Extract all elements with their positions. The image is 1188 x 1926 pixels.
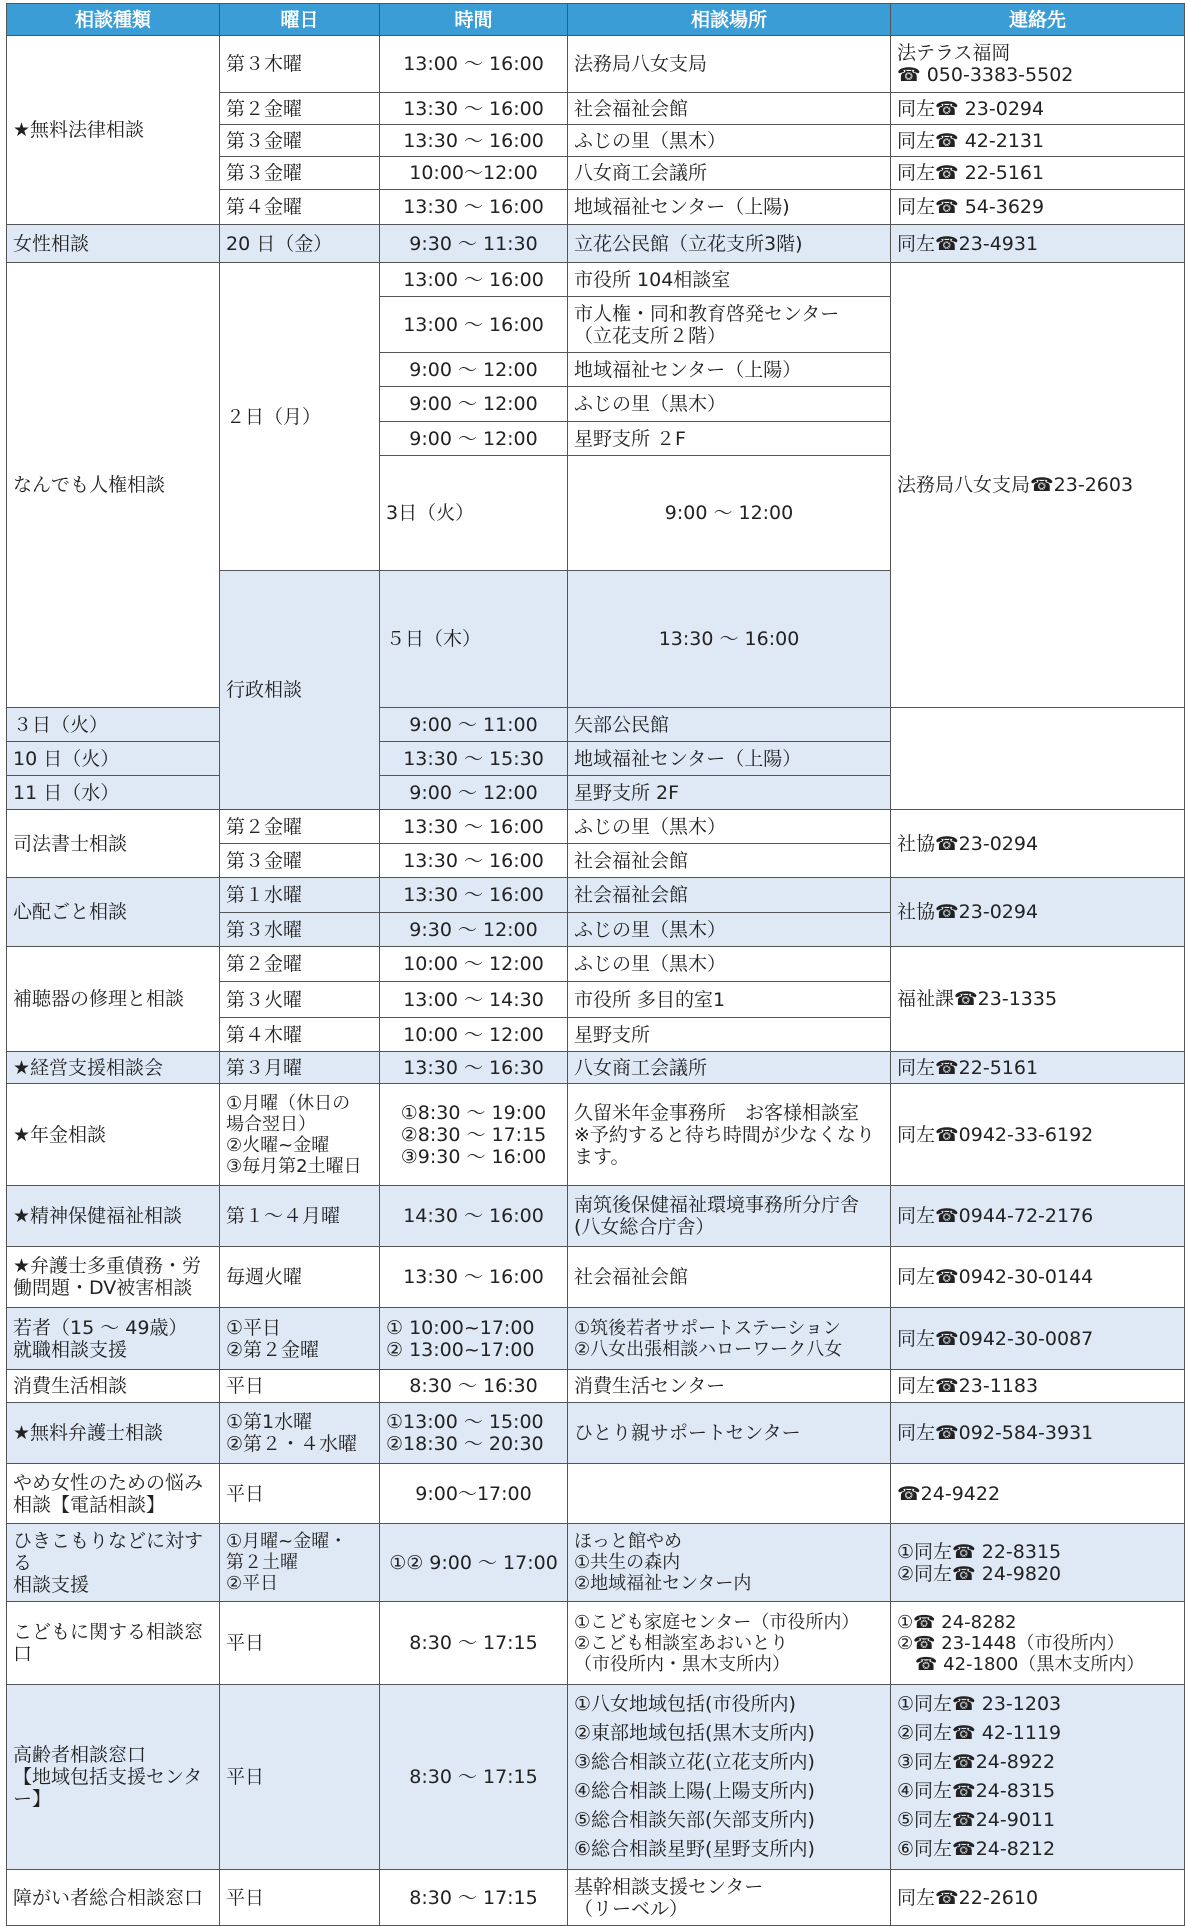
type-cell: 司法書士相談 xyxy=(7,810,220,878)
place-cell: 久留米年金事務所 お客様相談室 ※予約すると待ち時間が少なくなります。 xyxy=(568,1084,891,1186)
type-cell: ★無料弁護士相談 xyxy=(7,1403,220,1464)
col-header-time: 時間 xyxy=(380,4,568,36)
day-cell: ２日（月） xyxy=(220,263,380,571)
time-cell: 13:30 ～ 16:00 xyxy=(380,1247,568,1308)
place-cell: ふじの里（黒木） xyxy=(568,125,891,157)
time-cell: 13:30 ～ 16:00 xyxy=(380,878,568,913)
place-cell: 社会福祉会館 xyxy=(568,878,891,913)
contact-cell: ①同左☎ 23-1203 ②同左☎ 42-1119 ③同左☎24-8922 ④同左☎24-8315 ⑤同左☎24-9011 ⑥同左☎24-8212 xyxy=(891,1685,1185,1870)
day-cell: 10 日（火） xyxy=(7,742,220,776)
place-cell: ひとり親サポートセンター xyxy=(568,1403,891,1464)
day-cell: 第３火曜 xyxy=(220,982,380,1018)
contact-cell: 法務局八女支局☎23-2603 xyxy=(891,263,1185,708)
day-cell: 11 日（水） xyxy=(7,776,220,810)
time-cell: 13:30 ～ 16:00 xyxy=(380,810,568,844)
contact-cell: ☎24-9422 xyxy=(891,1464,1185,1524)
contact-cell: 同左☎23-1183 xyxy=(891,1370,1185,1403)
day-cell: 第３月曜 xyxy=(220,1052,380,1084)
contact-cell: 法テラス福岡 ☎ 050-3383-5502 xyxy=(891,36,1185,93)
time-cell: 9:00 ～ 11:00 xyxy=(380,708,568,742)
time-cell: 9:00 ～ 12:00 xyxy=(380,776,568,810)
day-cell: ①平日 ②第２金曜 xyxy=(220,1308,380,1370)
place-cell: ふじの里（黒木） xyxy=(568,913,891,947)
time-cell: 9:30 ～ 12:00 xyxy=(380,913,568,947)
contact-cell: 同左☎23-4931 xyxy=(891,225,1185,263)
time-cell: 9:30 ～ 11:30 xyxy=(380,225,568,263)
place-cell: 社会福祉会館 xyxy=(568,844,891,878)
time-cell: 13:00 ～ 14:30 xyxy=(380,982,568,1018)
place-cell: 南筑後保健福祉環境事務所分庁舎 (八女総合庁舎） xyxy=(568,1186,891,1247)
type-cell: ★経営支援相談会 xyxy=(7,1052,220,1084)
contact-cell: 同左☎092-584-3931 xyxy=(891,1403,1185,1464)
place-cell: 市役所 104相談室 xyxy=(568,263,891,297)
contact-cell: 同左☎ 42-2131 xyxy=(891,125,1185,157)
time-cell: 10:00 ～ 12:00 xyxy=(380,947,568,982)
day-cell: ５日（木） xyxy=(380,571,568,708)
time-cell: ①② 9:00 ～ 17:00 xyxy=(380,1524,568,1602)
day-cell: 第３金曜 xyxy=(220,157,380,190)
day-cell: 第２金曜 xyxy=(220,947,380,982)
contact-cell: 同左☎0944-72-2176 xyxy=(891,1186,1185,1247)
place-cell: 地域福祉センター（上陽） xyxy=(568,353,891,387)
time-cell: 13:00 ～ 16:00 xyxy=(380,297,568,353)
contact-cell: 社協☎23-0294 xyxy=(891,878,1185,947)
type-cell: 行政相談 xyxy=(220,571,380,810)
place-cell: 市人権・同和教育啓発センター （立花支所２階） xyxy=(568,297,891,353)
contact-cell: 同左☎ 23-0294 xyxy=(891,93,1185,125)
day-cell: ①月曜~金曜・ 第２土曜 ②平日 xyxy=(220,1524,380,1602)
type-cell: ひきこもりなどに対する 相談支援 xyxy=(7,1524,220,1602)
day-cell: 平日 xyxy=(220,1602,380,1685)
day-cell: 平日 xyxy=(220,1464,380,1524)
place-cell xyxy=(568,1464,891,1524)
time-cell: ① 10:00~17:00 ② 13:00~17:00 xyxy=(380,1308,568,1370)
time-cell: 13:30 ～ 15:30 xyxy=(380,742,568,776)
place-cell: 社会福祉会館 xyxy=(568,1247,891,1308)
type-cell: 若者（15 ～ 49歳） 就職相談支援 xyxy=(7,1308,220,1370)
time-cell: 13:30 ～ 16:00 xyxy=(380,844,568,878)
consultation-table xyxy=(6,3,1185,1926)
contact-cell: ①☎ 24-8282 ②☎ 23-1448（市役所内） ☎ 42-1800（黒木支所内） xyxy=(891,1602,1185,1685)
day-cell: 第３水曜 xyxy=(220,913,380,947)
time-cell: 9:00 ～ 12:00 xyxy=(380,387,568,422)
time-cell: 13:30 ～ 16:30 xyxy=(380,1052,568,1084)
time-cell: 8:30 ～ 17:15 xyxy=(380,1685,568,1870)
place-cell: 立花公民館（立花支所3階) xyxy=(568,225,891,263)
day-cell: 平日 xyxy=(220,1685,380,1870)
place-cell: 基幹相談支援センター （リーベル） xyxy=(568,1870,891,1926)
contact-cell: 社協☎23-0294 xyxy=(891,810,1185,878)
day-cell: 毎週火曜 xyxy=(220,1247,380,1308)
day-cell: 第４木曜 xyxy=(220,1018,380,1052)
contact-cell: 同左☎0942-30-0087 xyxy=(891,1308,1185,1370)
contact-cell: 同左☎ 22-5161 xyxy=(891,157,1185,190)
type-cell: こどもに関する相談窓口 xyxy=(7,1602,220,1685)
place-cell: ほっと館やめ ①共生の森内 ②地域福祉センター内 xyxy=(568,1524,891,1602)
day-cell: 第２金曜 xyxy=(220,810,380,844)
day-cell: ３日（火） xyxy=(7,708,220,742)
col-header-place: 相談場所 xyxy=(568,4,891,36)
time-cell: 13:00 ～ 16:00 xyxy=(380,263,568,297)
day-cell: 第３金曜 xyxy=(220,125,380,157)
contact-cell: 同左☎ 54-3629 xyxy=(891,190,1185,225)
day-cell: 第１水曜 xyxy=(220,878,380,913)
time-cell: 8:30 ～ 17:15 xyxy=(380,1602,568,1685)
type-cell: やめ女性のための悩み 相談【電話相談】 xyxy=(7,1464,220,1524)
type-cell: ★無料法律相談 xyxy=(7,36,220,225)
day-cell: 20 日（金） xyxy=(220,225,380,263)
place-cell: 社会福祉会館 xyxy=(568,93,891,125)
type-cell: なんでも人権相談 xyxy=(7,263,220,708)
place-cell: 法務局八女支局 xyxy=(568,36,891,93)
time-cell: 13:00 ～ 16:00 xyxy=(380,36,568,93)
time-cell: 9:00～17:00 xyxy=(380,1464,568,1524)
type-cell: 障がい者総合相談窓口 xyxy=(7,1870,220,1926)
col-header-contact: 連絡先 xyxy=(891,4,1185,36)
contact-cell: 同左☎22-5161 xyxy=(891,1052,1185,1084)
place-cell: 八女商工会議所 xyxy=(568,1052,891,1084)
time-cell: 13:30 ～ 16:00 xyxy=(568,571,891,708)
type-cell: 高齢者相談窓口 【地域包括支援センター】 xyxy=(7,1685,220,1870)
time-cell: 14:30 ～ 16:00 xyxy=(380,1186,568,1247)
time-cell: ①8:30 ～ 19:00 ②8:30 ～ 17:15 ③9:30 ～ 16:00 xyxy=(380,1084,568,1186)
place-cell: 地域福祉センター（上陽) xyxy=(568,190,891,225)
day-cell: 第４金曜 xyxy=(220,190,380,225)
time-cell: ①13:00 ～ 15:00 ②18:30 ～ 20:30 xyxy=(380,1403,568,1464)
contact-cell: 同左☎0942-33-6192 xyxy=(891,1084,1185,1186)
day-cell: 第３金曜 xyxy=(220,844,380,878)
place-cell: 矢部公民館 xyxy=(568,708,891,742)
place-cell: 星野支所 xyxy=(568,1018,891,1052)
place-cell: 市役所 多目的室1 xyxy=(568,982,891,1018)
header-row xyxy=(7,4,1185,36)
time-cell: 10:00 ～ 12:00 xyxy=(380,1018,568,1052)
time-cell: 13:30 ～ 16:00 xyxy=(380,190,568,225)
type-cell: 心配ごと相談 xyxy=(7,878,220,947)
place-cell: 地域福祉センター（上陽） xyxy=(568,742,891,776)
time-cell: 9:00 ～ 12:00 xyxy=(568,456,891,571)
place-cell: ①八女地域包括(市役所内) ②東部地域包括(黒木支所内) ③総合相談立花(立花支所内) ④総合相談上陽(上陽支所内) ⑤総合相談矢部(矢部支所内) ⑥総合相談星野(星野支所内) xyxy=(568,1685,891,1870)
place-cell: ①筑後若者サポートステーション ②八女出張相談ハローワーク八女 xyxy=(568,1308,891,1370)
place-cell: ①こども家庭センター（市役所内） ②こども相談室あおいとり （市役所内・黒木支所内） xyxy=(568,1602,891,1685)
type-cell: 補聴器の修理と相談 xyxy=(7,947,220,1052)
time-cell: 9:00 ～ 12:00 xyxy=(380,353,568,387)
place-cell: ふじの里（黒木） xyxy=(568,387,891,422)
place-cell: ふじの里（黒木） xyxy=(568,810,891,844)
day-cell: 第２金曜 xyxy=(220,93,380,125)
day-cell: 平日 xyxy=(220,1870,380,1926)
time-cell: 13:30 ～ 16:00 xyxy=(380,125,568,157)
contact-cell: 同左☎22-2610 xyxy=(891,1870,1185,1926)
day-cell: 第３木曜 xyxy=(220,36,380,93)
day-cell: ①第1水曜 ②第２・４水曜 xyxy=(220,1403,380,1464)
day-cell: 平日 xyxy=(220,1370,380,1403)
day-cell: 3日（火） xyxy=(380,456,568,571)
type-cell: 消費生活相談 xyxy=(7,1370,220,1403)
place-cell: 消費生活センター xyxy=(568,1370,891,1403)
time-cell: 10:00～12:00 xyxy=(380,157,568,190)
contact-cell: 福祉課☎23-1335 xyxy=(891,947,1185,1052)
time-cell: 9:00 ～ 12:00 xyxy=(380,422,568,456)
day-cell: 第１～４月曜 xyxy=(220,1186,380,1247)
time-cell: 8:30 ～ 16:30 xyxy=(380,1370,568,1403)
time-cell: 8:30 ～ 17:15 xyxy=(380,1870,568,1926)
type-cell: 女性相談 xyxy=(7,225,220,263)
col-header-type: 相談種類 xyxy=(7,4,220,36)
col-header-day: 曜日 xyxy=(220,4,380,36)
place-cell: 星野支所 ２F xyxy=(568,422,891,456)
type-cell: ★弁護士多重債務・労 働問題・DV被害相談 xyxy=(7,1247,220,1308)
place-cell: 星野支所 2F xyxy=(568,776,891,810)
time-cell: 13:30 ～ 16:00 xyxy=(380,93,568,125)
type-cell: ★年金相談 xyxy=(7,1084,220,1186)
place-cell: ふじの里（黒木） xyxy=(568,947,891,982)
contact-cell: 同左☎0942-30-0144 xyxy=(891,1247,1185,1308)
type-cell: ★精神保健福祉相談 xyxy=(7,1186,220,1247)
day-cell: ①月曜（休日の 場合翌日） ②火曜~金曜 ③毎月第2土曜日 xyxy=(220,1084,380,1186)
contact-cell: ①同左☎ 22-8315 ②同左☎ 24-9820 xyxy=(891,1524,1185,1602)
place-cell: 八女商工会議所 xyxy=(568,157,891,190)
